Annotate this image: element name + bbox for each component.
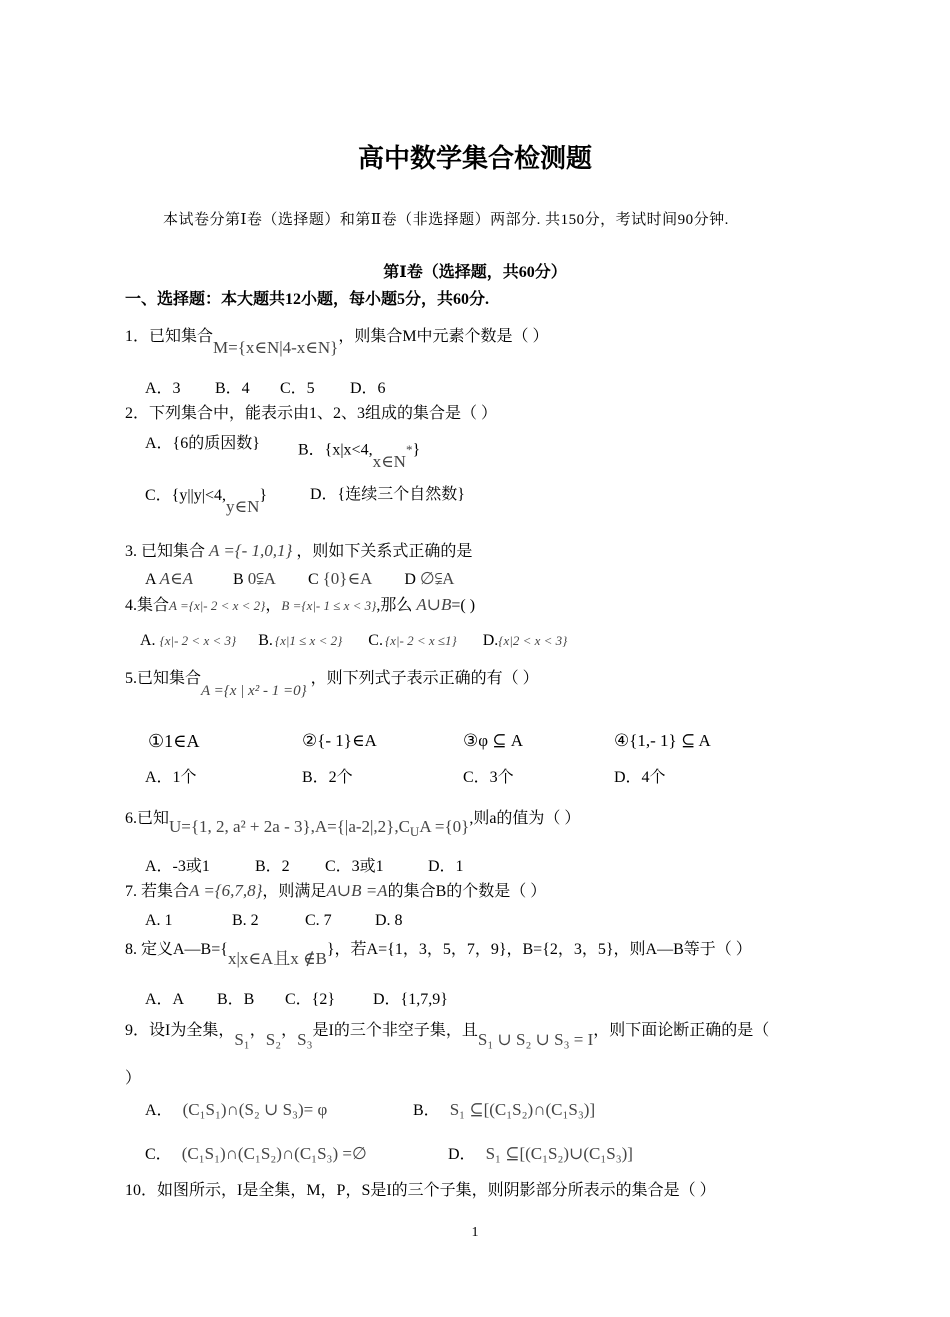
q4-stem: 4.集合A ={x|- 2 < x < 2}，B ={x|- 1 ≤ x < 3},那么 A∪B=( ) — [125, 595, 476, 614]
q9-option-c: C． (C₁S₁)∩(C₁S₂)∩(C₁S₃) =∅ — [145, 1144, 367, 1163]
q5-option-c: C．3个 — [463, 769, 514, 786]
q2-option-d: D．{连续三个自然数} — [310, 486, 465, 503]
q5-statement-3: ③φ ⊆ A — [463, 731, 524, 750]
q1-option-a: A．3 — [145, 380, 181, 397]
q6-stem: 6.已知U={1, 2, $a^2 + 2a - 3\},A=\{|a-2|,2\},C_UA =\{0\}$,则a的值为（ ） — [125, 810, 581, 840]
q8-option-d: D．{1,7,9} — [373, 991, 448, 1008]
q3-options: A A∈A B 0⫋A C {0}∈A D ∅⫋A — [145, 569, 455, 588]
page-title: 高中数学集合检测题 — [357, 144, 592, 173]
q5-statement-2: ②{- 1}∈A — [302, 731, 377, 750]
q2-option-c: C．{y||y|<4,y∈N} — [145, 487, 268, 516]
q9-option-b: B． S₁ ⊆[(C₁S₂)∩(C₁S₃)] — [413, 1100, 596, 1119]
q9-option-d: D． S₁ ⊆[(C₁S₂)∪(C₁S₃)] — [448, 1144, 633, 1163]
q5-option-a: A．1个 — [145, 769, 197, 786]
q7-option-c: C. 7 — [305, 912, 332, 929]
q8-option-c: C．{2} — [285, 991, 336, 1008]
q5-option-d: D．4个 — [614, 769, 666, 786]
page-number: 1 — [471, 1225, 479, 1240]
q1-option-d: D．6 — [350, 380, 386, 397]
q5-statement-4: ④{1,- 1} ⊆ A — [614, 731, 711, 750]
q1-stem: 1．已知集合M={x∈N|4-x∈N}，则集合M中元素个数是（ ） — [125, 328, 549, 357]
q7-option-b: B. 2 — [232, 912, 259, 929]
q5-stem: 5.已知集合A ={x | x² - 1 =0}，则下列式子表示正确的有（ ） — [125, 670, 539, 699]
q4-options: A. {x|- 2 < x < 3} B. {x|1 ≤ x < 2} C. {x|- 2 < x ≤1} D.{x|2 < x < 3} — [140, 632, 568, 649]
q2-option-a: A．{6的质因数} — [145, 435, 260, 452]
q8-stem: 8. 定义A—B={x|x∈A且x ∉B}，若A={1，3，5，7，9}，B={2，3，5}，则A—B等于（ ） — [125, 941, 752, 968]
q6-option-b: B．2 — [255, 858, 290, 875]
q7-stem: 7. 若集合A ={6,7,8}，则满足A∪B =A的集合B的个数是（ ） — [125, 881, 547, 900]
section1-heading: 一、选择题：本大题共12小题，每小题5分，共60分. — [125, 291, 490, 308]
q1-option-b: B．4 — [215, 380, 250, 397]
part1-heading: 第Ⅰ卷（选择题，共60分） — [383, 264, 567, 281]
q7-option-a: A. 1 — [145, 912, 173, 929]
q6-option-d: D．1 — [428, 858, 464, 875]
q9-option-a: A． (C₁S₁)∩(S₂ ∪ S₃)= φ — [145, 1100, 328, 1119]
q2-stem: 2．下列集合中，能表示由1、2、3组成的集合是（ ） — [125, 405, 498, 422]
q9-stem: 9．设I为全集，S₁，S₂，S₃是I的三个非空子集，且S₁ ∪ S₂ ∪ S₃ = I，则下面论断正确的是（ — [125, 1022, 770, 1049]
q6-option-a: A．-3或1 — [145, 858, 210, 875]
q9-stem-continued: ） — [125, 1070, 142, 1087]
q5-statement-1: ①1∈A — [148, 731, 200, 751]
q2-option-b: B．{x|x<4,x∈N*} — [298, 441, 421, 472]
q1-option-c: C．5 — [280, 380, 315, 397]
q8-option-b: B．B — [217, 991, 255, 1008]
q6-option-c: C．3或1 — [325, 858, 384, 875]
q8-option-a: A．A — [145, 991, 185, 1008]
q5-option-b: B．2个 — [302, 769, 353, 786]
q10-stem: 10．如图所示，I是全集，M，P，S是I的三个子集，则阴影部分所表示的集合是（ ） — [125, 1182, 716, 1199]
q7-option-d: D. 8 — [375, 912, 403, 929]
q3-stem: 3. 已知集合 A ={- 1,0,1} ，则如下关系式正确的是 — [125, 541, 473, 560]
exam-intro: 本试卷分第Ⅰ卷（选择题）和第Ⅱ卷（非选择题）两部分. 共150分，考试时间90分钟. — [163, 212, 729, 228]
